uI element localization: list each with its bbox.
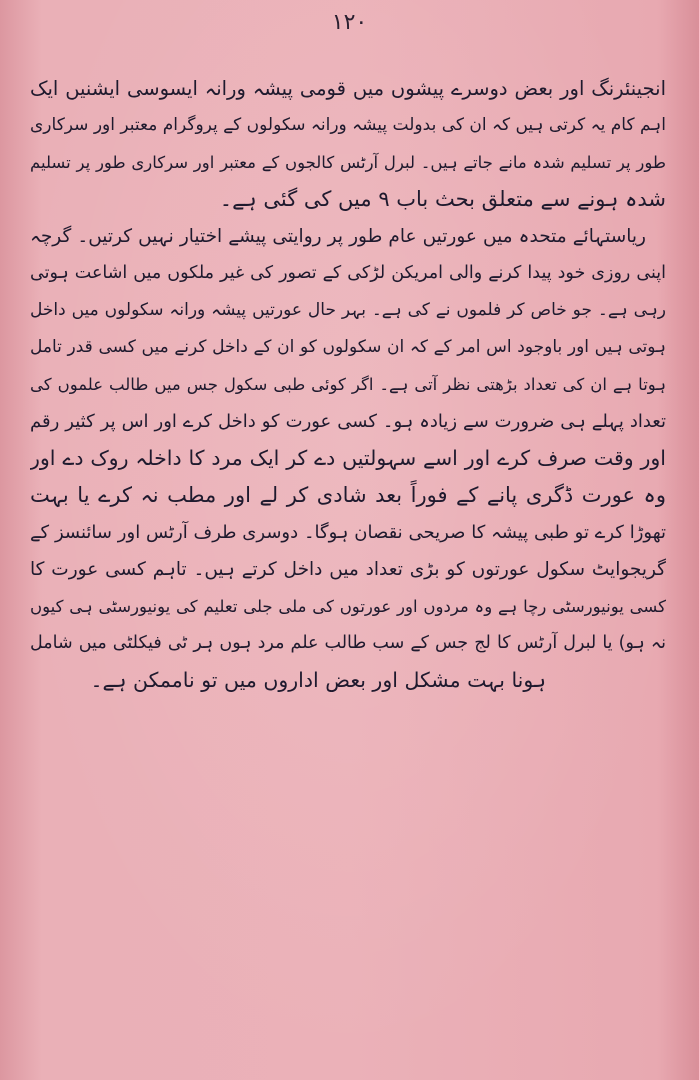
text-line: طور پر تسلیم شدہ مانے جاتے ہیں۔ لبرل آرٹس کالجوں کے معتبر اور سرکاری طور پر تسلیم (30, 153, 666, 172)
text-line: اہم کام یہ کرتی ہیں کہ ان کی بدولت پیشہ ورانہ سکولوں کے پروگرام معتبر اور سرکاری (30, 115, 666, 135)
text-line: وہ عورت ڈگری پانے کے فوراً بعد شادی کر لے اور مطب نہ کرے یا بہت (30, 483, 666, 507)
page-number: ۱۲۰ (331, 10, 368, 35)
text-line: اپنی روزی خود پیدا کرنے والی امریکن لڑکی کے تصور کی غیر ملکوں میں اشاعت ہوتی (30, 263, 666, 283)
text-line: نہ ہو) یا لبرل آرٹس کا لج جس کے سب طالب علم مرد ہوں ہر ٹی فیکلٹی میں شامل (30, 633, 666, 653)
text-line: گریجوایٹ سکول عورتوں کو بڑی تعداد میں داخل کرتے ہیں۔ تاہم کسی عورت کا (30, 559, 666, 580)
text-line: اور وقت صرف کرے اور اسے سہولتیں دے کر ایک مرد کا داخلہ روک دے اور (30, 446, 666, 470)
text-line: ریاستہائے متحدہ میں عورتیں عام طور پر روایتی پیشے اختیار نہیں کرتیں۔ گرچہ (30, 226, 646, 247)
text-line: ہوتی ہیں اور باوجود اس امر کے کہ ان سکولوں کو ان کے داخل کرنے میں کسی قدر تامل (30, 337, 666, 357)
text-line: انجینئرنگ اور بعض دوسرے پیشوں میں قومی پیشہ ورانہ ایسوسی ایشنیں ایک (30, 77, 666, 100)
text-line: تعداد پہلے ہی ضرورت سے زیادہ ہو۔ کسی عورت کو داخل کرے اور اس پر کثیر رقم (30, 411, 666, 432)
text-line: کسی یونیورسٹی رچا ہے وہ مردوں اور عورتوں کی ملی جلی تعلیم کی یونیورسٹی ہی کیوں (30, 597, 666, 616)
text-line: تھوڑا کرے تو طبی پیشہ کا صریحی نقصان ہوگا۔ دوسری طرف آرٹس اور سائنسز کے (30, 522, 666, 543)
text-line: ہوتا ہے ان کی تعداد بڑھتی نظر آتی ہے۔ اگر کوئی طبی سکول جس میں طالب علموں کی (30, 375, 666, 394)
text-line: رہی ہے۔ جو خاص کر فلموں نے کی ہے۔ بہر حال عورتیں پیشہ ورانہ سکولوں میں داخل (30, 300, 666, 320)
text-line: شدہ ہونے سے متعلق بحث باب ۹ میں کی گئی ہے۔ (219, 187, 666, 211)
body-text (30, 70, 666, 699)
text-line: ہونا بہت مشکل اور بعض اداروں میں تو ناممکن ہے۔ (90, 668, 546, 692)
